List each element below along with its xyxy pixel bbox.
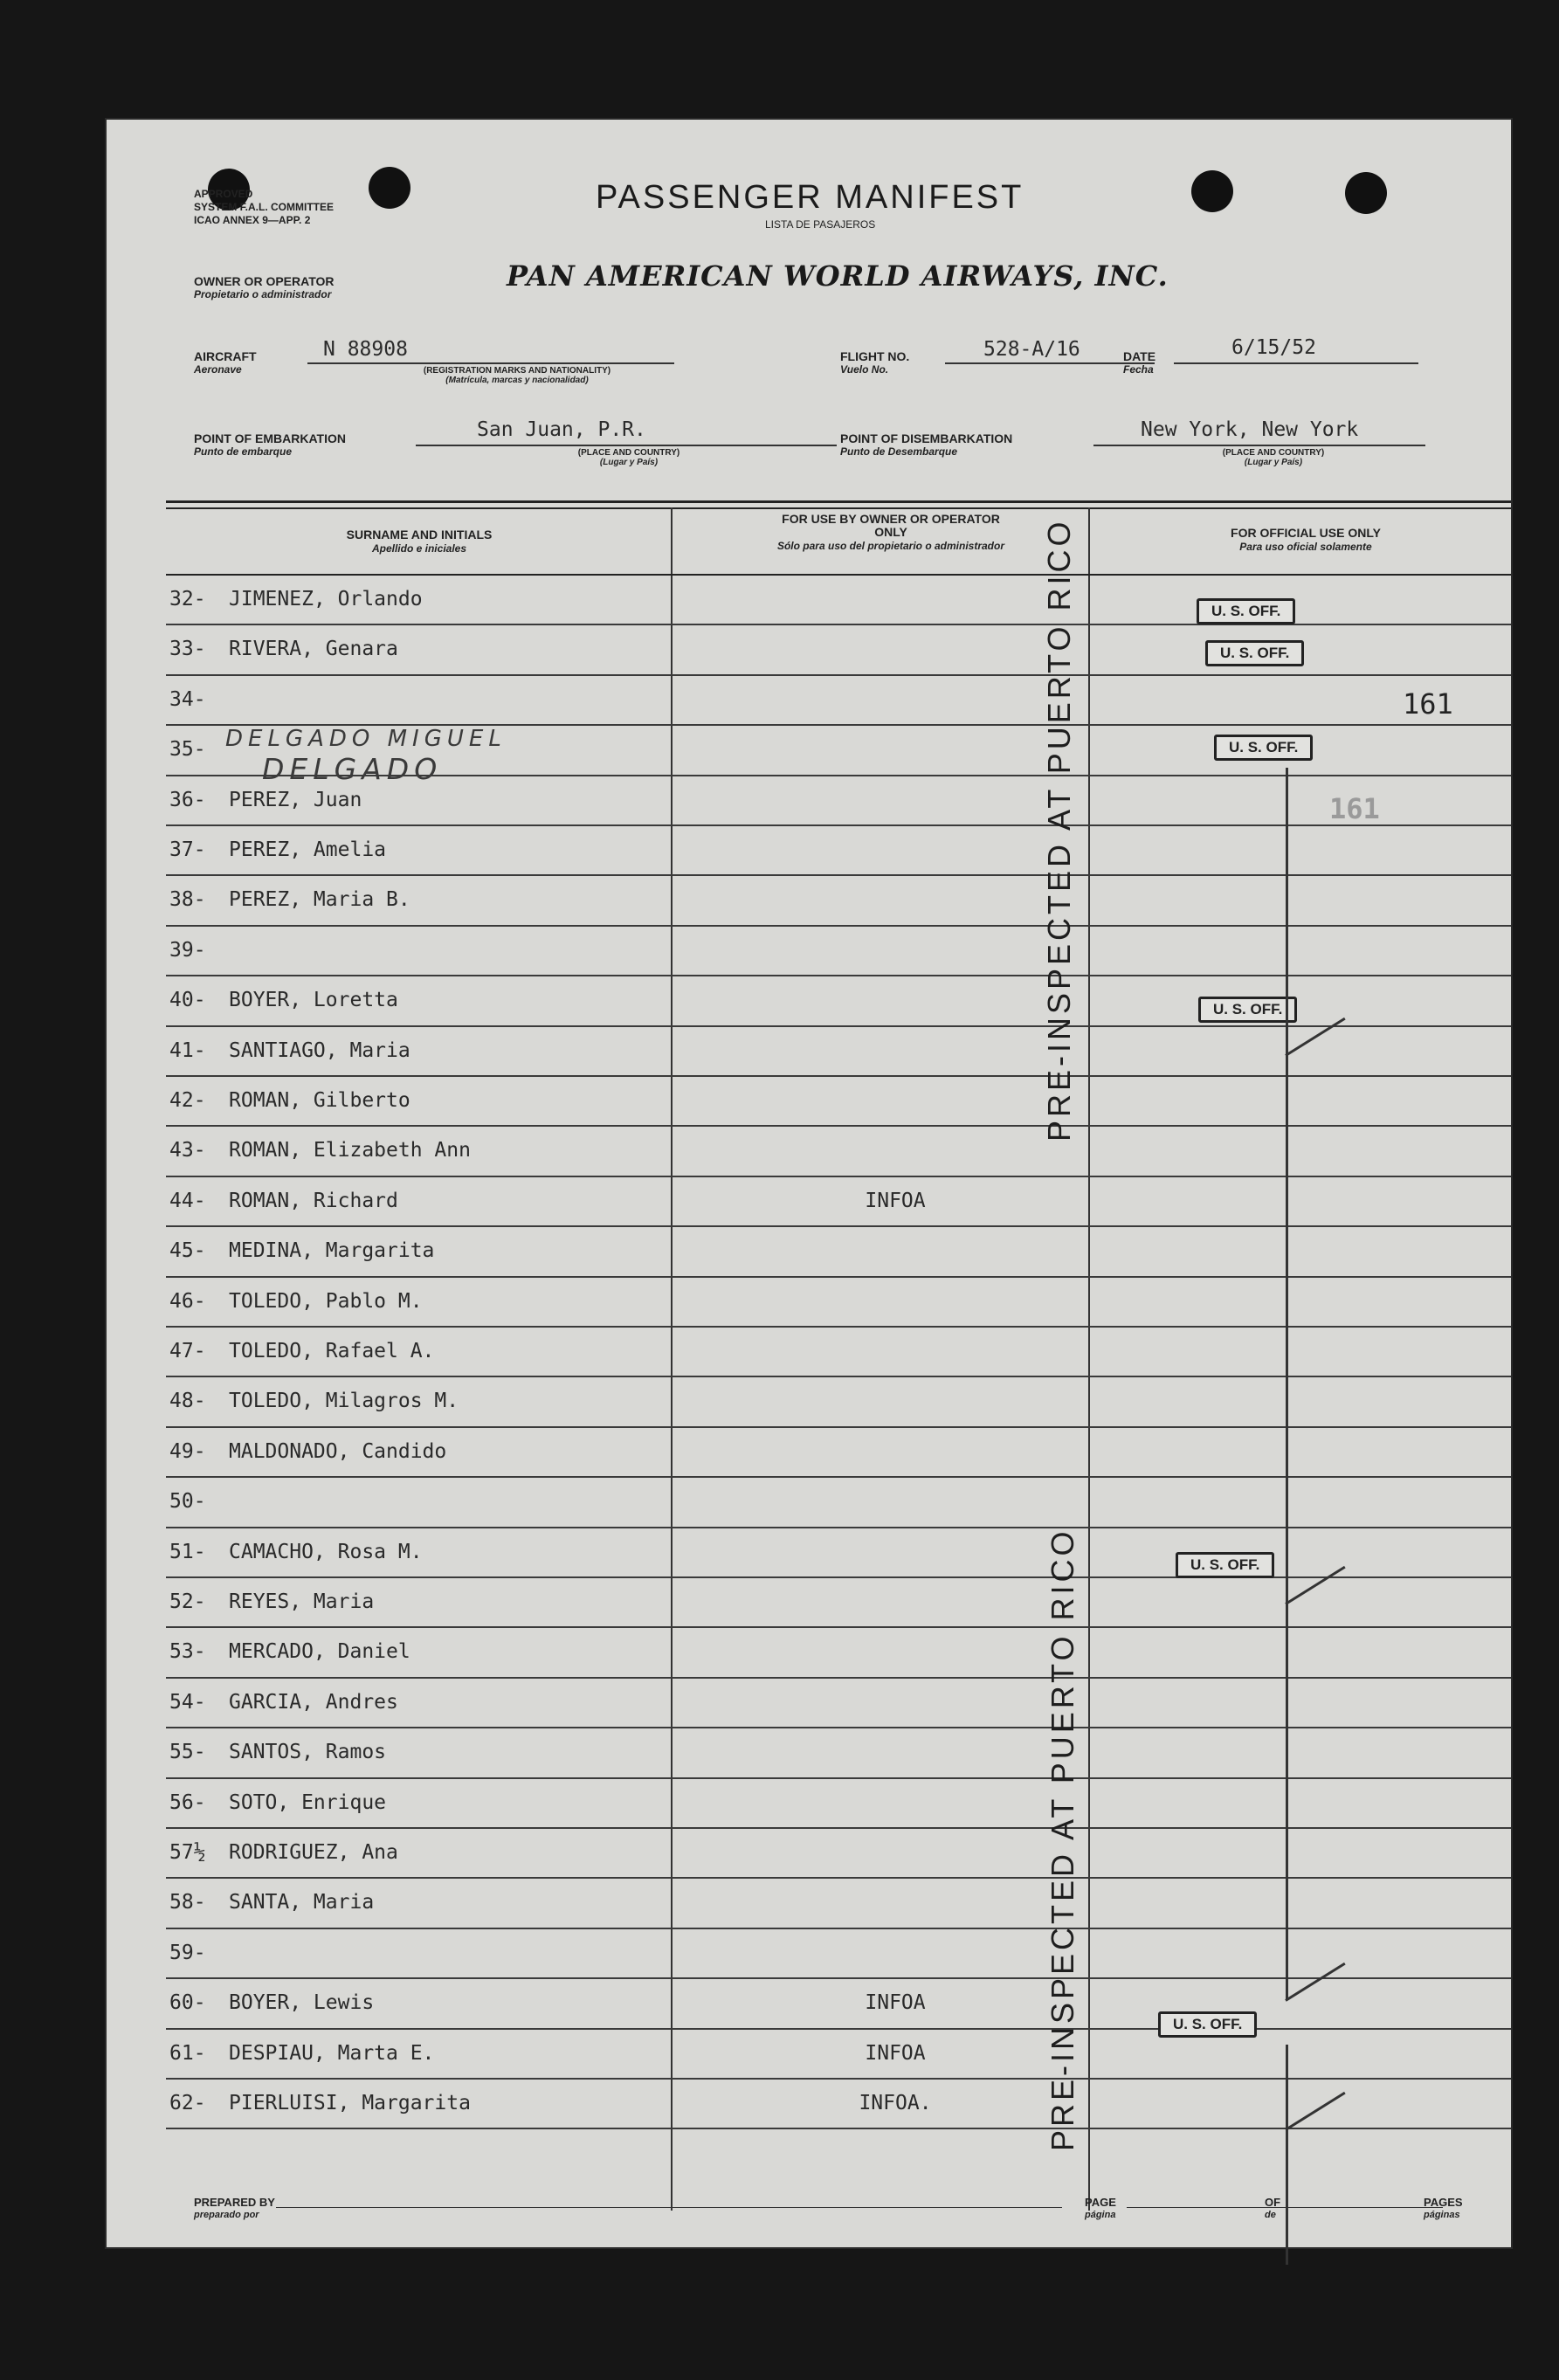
row-rule — [166, 2028, 1511, 2030]
row-rule — [166, 1125, 1511, 1127]
aircraft-label: AIRCRAFT Aeronave — [194, 349, 257, 376]
header-bottom-rule — [166, 574, 1511, 576]
passenger-name: ROMAN, Gilberto — [229, 1089, 410, 1112]
bracket-tick — [1285, 1963, 1345, 2002]
passenger-name: RIVERA, Genara — [229, 638, 398, 661]
row-rule — [166, 1276, 1511, 1278]
punch-hole — [1345, 172, 1387, 214]
row-rule — [166, 1977, 1511, 1979]
passenger-name: TOLEDO, Pablo M. — [229, 1289, 423, 1313]
approval-note — [194, 188, 334, 227]
passenger-name: BOYER, Lewis — [229, 1991, 375, 2015]
us-official-stamp: U. S. OFF. — [1205, 640, 1304, 666]
us-official-stamp: U. S. OFF. — [1158, 2011, 1257, 2038]
passenger-name: SANTOS, Ramos — [229, 1741, 387, 1764]
column-header-official-use: FOR OFFICIAL USE ONLY Para uso oficial solamente — [1231, 526, 1381, 553]
row-rule — [166, 1176, 1511, 1177]
passenger-name: SOTO, Enrique — [229, 1790, 387, 1814]
column-divider — [1088, 507, 1090, 2211]
bracket-line — [1286, 2045, 1288, 2265]
header-rule — [166, 500, 1511, 503]
row-number: 39- — [169, 938, 206, 962]
row-rule — [166, 1426, 1511, 1428]
passenger-name: MERCADO, Daniel — [229, 1640, 410, 1664]
bracket-tick — [1285, 2092, 1345, 2131]
passenger-name: PEREZ, Amelia — [229, 838, 387, 861]
passenger-name: MEDINA, Margarita — [229, 1239, 435, 1263]
row-rule — [166, 1928, 1511, 1929]
owner-note: INFOA — [865, 2041, 926, 2065]
row-rule — [166, 1025, 1511, 1027]
aircraft-underline — [307, 362, 674, 364]
punch-hole — [1191, 170, 1233, 212]
pages-label: PAGES páginas — [1424, 2196, 1463, 2220]
row-number: 58- — [169, 1891, 206, 1914]
row-rule — [166, 975, 1511, 976]
embarkation-label: POINT OF EMBARKATION Punto de embarque — [194, 431, 346, 458]
column-divider — [671, 507, 673, 2211]
row-number: 55- — [169, 1741, 206, 1764]
owner-name: PAN AMERICAN WORLD AIRWAYS, INC. — [507, 259, 1169, 293]
passenger-name: RODRIGUEZ, Ana — [229, 1841, 398, 1864]
preinspected-stamp: PRE-INSPECTED AT PUERTO RICO — [1045, 1528, 1080, 2151]
bracket-tick — [1285, 1566, 1345, 1605]
passenger-name: MALDONADO, Candido — [229, 1439, 447, 1463]
column-header-surname: SURNAME AND INITIALS Apellido e iniciales — [346, 528, 493, 555]
row-number: 46- — [169, 1289, 206, 1313]
row-rule — [166, 1576, 1511, 1578]
passenger-name: DESPIAU, Marta E. — [229, 2041, 435, 2065]
owner-note: INFOA. — [859, 2092, 932, 2114]
page-number-stamp-faded: 161 — [1329, 792, 1380, 825]
row-number: 49- — [169, 1439, 206, 1463]
passenger-name: TOLEDO, Milagros M. — [229, 1390, 459, 1413]
row-number: 37- — [169, 838, 206, 861]
us-official-stamp: U. S. OFF. — [1214, 735, 1313, 761]
passenger-name: BOYER, Loretta — [229, 989, 398, 1012]
handwritten-name: DELGADO MIGUEL — [225, 726, 507, 752]
row-rule — [166, 1527, 1511, 1528]
row-number: 47- — [169, 1340, 206, 1362]
passenger-name: TOLEDO, Rafael A. — [229, 1340, 435, 1362]
embarkation-caption: (PLACE AND COUNTRY) (Lugar y País) — [577, 448, 680, 467]
flight-label: FLIGHT NO. Vuelo No. — [840, 349, 910, 376]
row-rule — [166, 2078, 1511, 2080]
disembarkation-label: POINT OF DISEMBARKATION Punto de Desembarque — [840, 431, 1013, 458]
bracket-line — [1286, 768, 1288, 1056]
of-label: OF de — [1265, 2196, 1281, 2220]
passenger-name: ROMAN, Elizabeth Ann — [229, 1139, 471, 1162]
row-rule — [166, 1727, 1511, 1728]
bracket-tick — [1285, 1018, 1345, 1057]
row-number: 45- — [169, 1239, 206, 1263]
row-rule — [166, 925, 1511, 927]
us-official-stamp: U. S. OFF. — [1198, 997, 1297, 1023]
embarkation-underline — [416, 445, 837, 446]
page-title: PASSENGER MANIFEST — [596, 179, 1024, 216]
row-number: 42- — [169, 1089, 206, 1112]
embarkation-place: San Juan, P.R. — [477, 418, 646, 441]
row-number: 40- — [169, 989, 206, 1012]
row-rule — [166, 2128, 1511, 2129]
row-rule — [166, 824, 1511, 826]
row-number: 38- — [169, 888, 206, 912]
passenger-name: REYES, Maria — [229, 1590, 375, 1613]
us-official-stamp: U. S. OFF. — [1176, 1552, 1274, 1578]
row-rule — [166, 1476, 1511, 1478]
row-rule — [166, 1777, 1511, 1779]
disembarkation-place: New York, New York — [1141, 418, 1359, 441]
row-number: 43- — [169, 1139, 206, 1162]
row-rule — [166, 1326, 1511, 1328]
approval-line: ICAO ANNEX 9—APP. 2 — [194, 214, 311, 226]
owner-label: OWNER OR OPERATOR Propietario o administrador — [194, 274, 335, 300]
row-number: 33- — [169, 638, 206, 661]
approval-line: SYSTEM F.A.L. COMMITTEE — [194, 201, 335, 213]
us-official-stamp: U. S. OFF. — [1197, 598, 1295, 624]
row-number: 54- — [169, 1690, 206, 1714]
row-rule — [166, 1626, 1511, 1628]
handwritten-surname: DELGADO — [262, 752, 443, 786]
punch-hole — [369, 167, 410, 209]
row-number: 62- — [169, 2092, 206, 2114]
passenger-name: GARCIA, Andres — [229, 1690, 398, 1714]
row-number: 61- — [169, 2041, 206, 2065]
passenger-name: PEREZ, Juan — [229, 788, 362, 811]
page-subtitle: LISTA DE PASAJEROS — [765, 218, 876, 231]
passenger-name: ROMAN, Richard — [229, 1189, 398, 1212]
column-header-owner-use: FOR USE BY OWNER OR OPERATOR ONLY Sólo para uso del propietario o administrador — [776, 512, 1005, 552]
flight-date: 6/15/52 — [1231, 336, 1316, 359]
date-label: DATE Fecha — [1123, 349, 1156, 376]
passenger-name: SANTA, Maria — [229, 1891, 375, 1914]
bracket-line — [1286, 1585, 1288, 1999]
row-number: 51- — [169, 1540, 206, 1563]
page-label: PAGE página — [1085, 2196, 1116, 2220]
passenger-name: PIERLUISI, Margarita — [229, 2092, 471, 2114]
row-number: 53- — [169, 1640, 206, 1664]
row-number: 32- — [169, 588, 206, 611]
disembarkation-underline — [1093, 445, 1425, 446]
row-number: 44- — [169, 1189, 206, 1212]
preinspected-stamp: PRE-INSPECTED AT PUERTO RICO — [1041, 518, 1077, 1142]
passenger-name: PEREZ, Maria B. — [229, 888, 410, 912]
row-rule — [166, 1225, 1511, 1227]
aircraft-caption: (REGISTRATION MARKS AND NATIONALITY) (Matrícula, marcas y nacionalidad) — [423, 366, 611, 385]
row-rule — [166, 1075, 1511, 1077]
of-underline — [1286, 2207, 1443, 2208]
approval-line: APPROVED — [194, 188, 253, 200]
passenger-name: CAMACHO, Rosa M. — [229, 1540, 423, 1563]
row-rule — [166, 1827, 1511, 1829]
row-rule — [166, 1376, 1511, 1377]
prepared-by-label: PREPARED BY preparado por — [194, 2196, 275, 2220]
row-number: 50- — [169, 1490, 206, 1514]
row-number: 57½ — [169, 1841, 206, 1864]
row-number: 35- — [169, 738, 206, 762]
disembarkation-caption: (PLACE AND COUNTRY) (Lugar y País) — [1222, 448, 1325, 467]
row-number: 48- — [169, 1390, 206, 1413]
owner-note: INFOA — [865, 1991, 926, 2015]
row-rule — [166, 624, 1511, 625]
passenger-name: SANTIAGO, Maria — [229, 1038, 410, 1062]
page-number-stamp: 161 — [1403, 687, 1453, 721]
flight-number: 528-A/16 — [983, 338, 1080, 361]
prepared-by-underline — [276, 2207, 1062, 2208]
row-number: 36- — [169, 788, 206, 811]
row-number: 34- — [169, 687, 206, 711]
owner-note: INFOA — [865, 1189, 926, 1212]
row-number: 41- — [169, 1038, 206, 1062]
header-rule — [166, 507, 1511, 509]
manifest-sheet — [105, 118, 1513, 2249]
passenger-name: JIMENEZ, Orlando — [229, 588, 423, 611]
row-number: 52- — [169, 1590, 206, 1613]
row-rule — [166, 1877, 1511, 1879]
row-number: 56- — [169, 1790, 206, 1814]
row-rule — [166, 874, 1511, 876]
aircraft-number: N 88908 — [323, 338, 408, 361]
date-underline — [1174, 362, 1418, 364]
row-number: 59- — [169, 1941, 206, 1964]
bracket-line — [1286, 1030, 1288, 1603]
row-rule — [166, 674, 1511, 676]
row-number: 60- — [169, 1991, 206, 2015]
row-rule — [166, 1677, 1511, 1679]
